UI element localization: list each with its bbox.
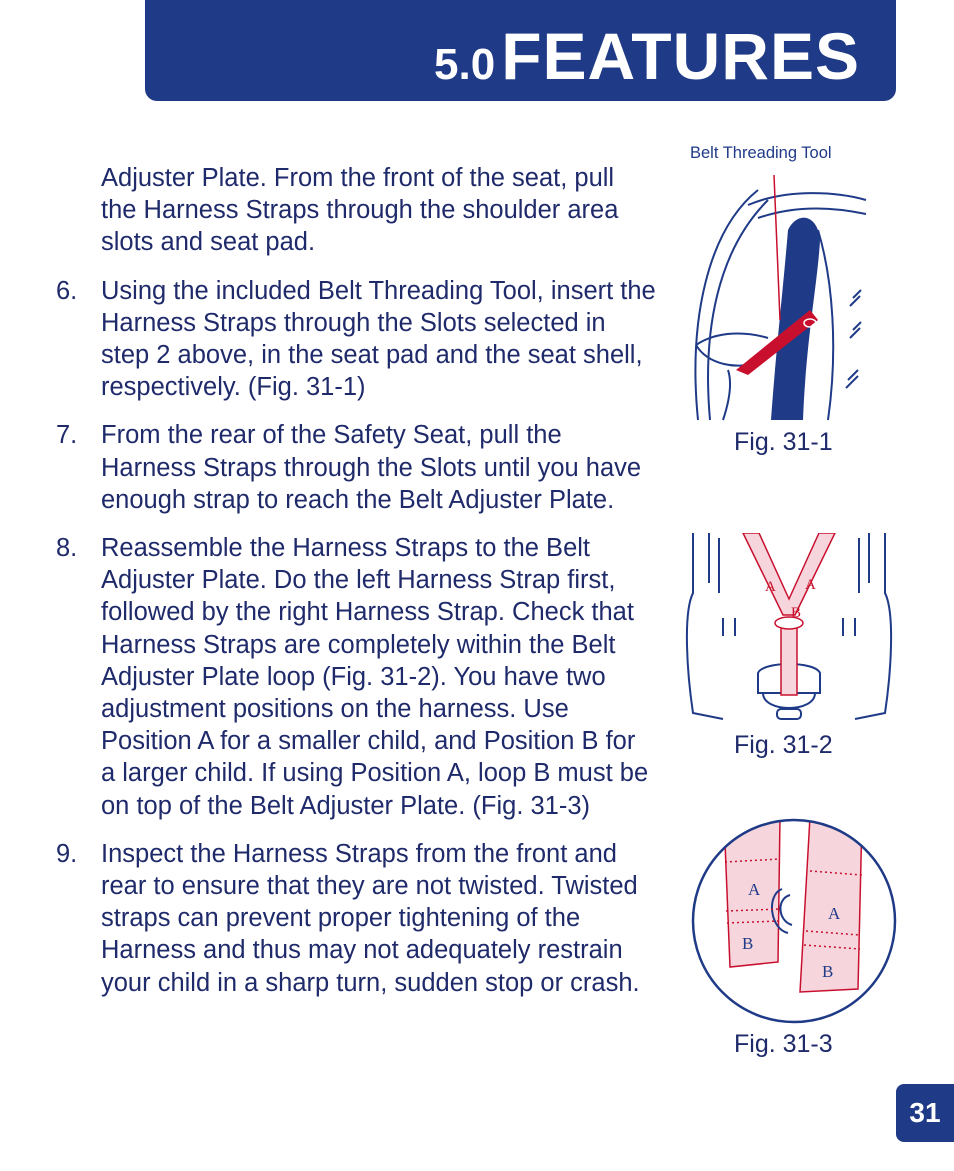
fig-31-1-caption: Fig. 31-1	[734, 428, 833, 456]
step-7	[56, 419, 656, 516]
figure-31-3	[690, 817, 898, 1025]
step-text: Adjuster Plate. From the front of the seat, pull the Harness Straps through the shoulder area slots and seat pad.	[101, 164, 619, 257]
step-number: 7.	[56, 421, 78, 450]
section-title: FEATURES	[501, 19, 860, 93]
step-number: 8.	[56, 534, 78, 563]
step-number: 6.	[56, 276, 78, 305]
label-a-right: A	[805, 577, 816, 593]
paragraph-continued	[56, 162, 656, 259]
page-title	[434, 16, 860, 115]
figure-31-1	[688, 170, 868, 422]
step-text: From the rear of the Safety Seat, pull the Harness Straps through the Slots until you have enough strap to reach the Belt Adjuster Plate.	[101, 421, 642, 514]
step-8	[56, 532, 656, 822]
page-number: 31	[896, 1084, 954, 1142]
header-banner	[145, 0, 896, 101]
figure-31-2	[683, 533, 895, 723]
step-text: Using the included Belt Threading Tool, insert the Harness Straps through the Slots selected in step 2 above, in the seat pad and the seat shell, respectively. (Fig. 31-1)	[101, 276, 656, 402]
step-9	[56, 838, 656, 999]
label-a-left: A	[765, 579, 776, 595]
tool-label: Belt Threading Tool	[690, 144, 832, 162]
fig-31-3-caption: Fig. 31-3	[734, 1030, 833, 1058]
fig-31-2-caption: Fig. 31-2	[734, 731, 833, 759]
label-b-left: B	[742, 934, 754, 953]
step-number: 9.	[56, 839, 78, 868]
instruction-text	[56, 162, 656, 1015]
label-a-right: A	[828, 904, 841, 923]
label-a-left: A	[748, 880, 761, 899]
step-text: Reassemble the Harness Straps to the Belt Adjuster Plate. Do the left Harness Strap first, followed by the right Harness Strap. Check that Harness Straps are completely within the Belt Adjuster Plate loop (Fig. 31-2). You have two adjustment positions on the harness. Use Position A for a smaller child, and Position B for a larger child. If using Position A, loop B must be on top of the Belt Adjuster Plate. (Fig. 31-3)	[101, 534, 649, 820]
step-6	[56, 275, 656, 404]
label-b-right: B	[822, 962, 834, 981]
label-b: B	[791, 605, 802, 621]
step-text: Inspect the Harness Straps from the front and rear to ensure that they are not twisted. Twisted straps can prevent proper tightening of the Harness and thus may not adequately restrain your child in a sharp turn, sudden stop or crash.	[101, 839, 640, 997]
section-number: 5.0	[434, 40, 496, 89]
